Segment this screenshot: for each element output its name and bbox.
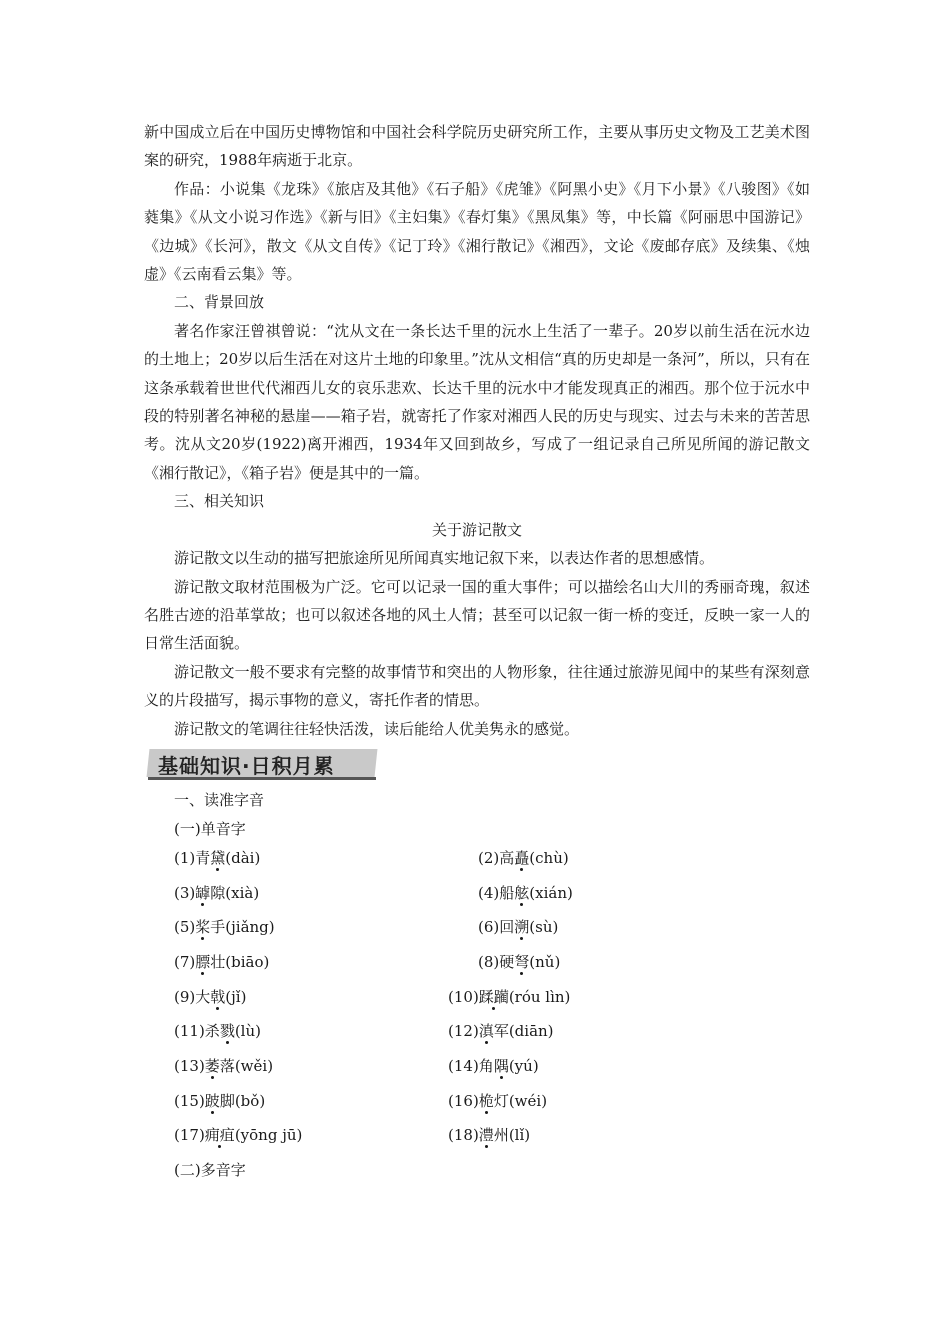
vocab-num: (17) — [174, 1126, 205, 1145]
vocab-dot: 罅 — [195, 883, 211, 902]
section3-title: 关于游记散文 — [431, 520, 522, 539]
bio-tail-paragraph: 新中国成立后在中国历史博物馆和中国社会科学院历史研究所工作，主要从事历史文物及工艺美术图案的研究，1988年病逝于北京。 — [144, 123, 810, 170]
vocab-num: (18) — [448, 1126, 479, 1145]
vocab-dot: 黛 — [210, 848, 226, 867]
section2-heading: 二、背景回放 — [174, 293, 265, 312]
section3-heading: 三、相关知识 — [174, 492, 265, 511]
vocab-pinyin: (xià) — [225, 883, 260, 902]
vocab-item — [448, 1052, 539, 1080]
vocab-pinyin: (jǐ) — [225, 987, 247, 1006]
vocab-pre: 青 — [195, 848, 211, 867]
vocab-pinyin: (biāo) — [225, 953, 270, 971]
vocab-item — [448, 1017, 554, 1045]
vocab-pre: 船 — [499, 883, 515, 902]
vocab-post: 州 — [493, 1126, 509, 1145]
vocab-num: (15) — [174, 1091, 205, 1110]
vocab-pinyin: (diān) — [508, 1022, 554, 1041]
vocab-dot: 澧 — [478, 1126, 494, 1145]
vocab-num: (14) — [448, 1057, 479, 1076]
vocab-row — [174, 1087, 814, 1122]
single-sound-heading: (一)单音字 — [174, 819, 246, 838]
vocab-item — [174, 913, 275, 941]
vocab-num: (16) — [448, 1091, 479, 1110]
vocab-item — [174, 844, 260, 872]
multi-sound-section — [144, 1156, 810, 1185]
vocab-item — [174, 983, 246, 1011]
vocab-pre: 杀 — [204, 1022, 220, 1041]
multi-sound-heading: (二)多音字 — [174, 1161, 246, 1180]
vocab-item — [174, 1052, 273, 1080]
vocab-num: (12) — [448, 1022, 479, 1041]
vocab-dot: 膘 — [195, 953, 211, 971]
section-banner — [144, 745, 378, 783]
vocab-row — [174, 1121, 814, 1156]
vocab-row — [174, 1052, 814, 1087]
vocab-post: 隙 — [210, 883, 226, 902]
vocab-pre: 硬 — [499, 953, 515, 971]
vocab-item — [174, 1121, 302, 1149]
vocab-row — [174, 948, 814, 983]
vocab-pre: 高 — [499, 848, 515, 867]
vocab-pre: 回 — [499, 918, 515, 937]
vocab-dot: 桨 — [195, 918, 211, 937]
vocab-row — [174, 913, 814, 948]
vocab-post: 手 — [210, 918, 226, 937]
vocab-dot: 舷 — [514, 883, 530, 902]
vocab-post: 壮 — [210, 953, 226, 971]
vocab-item — [174, 1017, 261, 1045]
vocab-num: (11) — [174, 1022, 205, 1041]
vocab-num: (2) — [478, 848, 500, 867]
vocab-item — [478, 913, 558, 941]
vocab-num: (10) — [448, 987, 479, 1006]
vocab-list — [174, 844, 814, 1156]
vocab-num: (1) — [174, 848, 196, 867]
page-content — [144, 118, 810, 1185]
vocab-dot: 滇 — [478, 1022, 494, 1041]
section2-paragraph: 著名作家汪曾祺曾说：“沈从文在一条长达千里的沅水上生活了一辈子。20岁以前生活在沅水边的土地上；20岁以后生活在对这片土地的印象里。”沈从文相信“真的历史却是一条河”，所以，只有在这条承载着世世代代湘西儿女的哀乐悲欢、长达千里的沅水中才能发现真正的湘西。那个位于沅水中段的特别著名神秘的悬崖——箱子岩，就寄托了作家对湘西人民的历史与现实、过去与未来的苦苦思考。沈从文20岁(1922)离开湘西，1934年又回到故乡，写成了一组记录自己所见所闻的游记散文《湘行散记》，《箱子岩》便是其中的一篇。 — [144, 321, 810, 482]
vocab-pinyin: (wěi) — [234, 1057, 274, 1076]
vocab-num: (9) — [174, 987, 196, 1006]
vocab-pre: 角 — [478, 1057, 494, 1076]
vocab-dot: 蹂躏 — [478, 987, 509, 1006]
vocab-item — [448, 1121, 530, 1149]
vocab-post: 脚 — [219, 1091, 235, 1110]
vocab-item — [448, 983, 570, 1011]
vocab-pinyin: (lù) — [234, 1022, 261, 1041]
vocab-dot: 隅 — [493, 1057, 509, 1076]
vocab-dot: 跛 — [204, 1091, 220, 1110]
vocab-num: (13) — [174, 1057, 205, 1076]
vocab-dot: 溯 — [514, 918, 530, 937]
vocab-pinyin: (yú) — [508, 1057, 539, 1076]
vocab-post: 灯 — [493, 1091, 509, 1110]
vocab-num: (7) — [174, 953, 196, 971]
vocab-dot: 萎 — [204, 1057, 220, 1076]
vocab-item — [174, 1087, 265, 1115]
vocab-item — [478, 948, 560, 976]
vocab-item — [478, 844, 569, 872]
vocab-pinyin: (yōng jū) — [234, 1126, 303, 1145]
vocab-post: 军 — [493, 1022, 509, 1041]
vocab-pinyin: (chù) — [529, 848, 569, 867]
vocab-dot: 戮 — [219, 1022, 235, 1041]
vocab-dot: 戟 — [210, 987, 226, 1006]
vocab-pinyin: (lǐ) — [508, 1126, 531, 1145]
vocab-dot: 弩 — [514, 953, 530, 971]
vocab-num: (5) — [174, 918, 196, 937]
section3-paragraph: 游记散文取材范围极为广泛。它可以记录一国的重大事件；可以描绘名山大川的秀丽奇瑰，叙述名胜古迹的沿革掌故；也可以叙述各地的风土人情；甚至可以记叙一街一桥的变迁，反映一家一人的日常生活面貌。 — [144, 577, 810, 653]
vocab-num: (6) — [478, 918, 500, 937]
section3-paragraph: 游记散文一般不要求有完整的故事情节和突出的人物形象，往往通过旅游见闻中的某些有深刻意义的片段描写，揭示事物的意义，寄托作者的情思。 — [144, 662, 810, 710]
vocab-dot: 矗 — [514, 848, 530, 867]
banner-title: 基础知识·日积月累 — [158, 753, 335, 778]
vocab-item — [174, 948, 269, 976]
vocab-row — [174, 983, 814, 1018]
vocab-num: (3) — [174, 883, 196, 902]
vocab-pinyin: (róu lìn) — [508, 987, 571, 1006]
vocab-row — [174, 1017, 814, 1052]
vocab-pre: 大 — [195, 987, 211, 1006]
vocab-dot: 痈疽 — [204, 1126, 235, 1145]
vocab-pinyin: (sù) — [529, 918, 559, 937]
vocab-item — [478, 879, 573, 907]
vocab-row — [174, 844, 814, 879]
vocab-pinyin: (xián) — [529, 883, 573, 902]
vocab-num: (4) — [478, 883, 500, 902]
vocab-pinyin: (wéi) — [508, 1091, 548, 1110]
vocab-pinyin: (nǔ) — [529, 953, 561, 971]
vocab-pinyin: (dài) — [225, 848, 261, 867]
section3-paragraph: 游记散文以生动的描写把旅途所见所闻真实地记叙下来，以表达作者的思想感情。 — [174, 549, 715, 568]
vocab-post: 落 — [219, 1057, 235, 1076]
vocab-item — [448, 1087, 547, 1115]
vocab-pinyin: (bǒ) — [234, 1091, 266, 1110]
vocab-pinyin: (jiǎng) — [225, 918, 275, 937]
vocab-dot: 桅 — [478, 1091, 494, 1110]
part1-heading: 一、读准字音 — [174, 790, 265, 809]
vocab-row — [174, 879, 814, 914]
works-paragraph: 作品：小说集《龙珠》《旅店及其他》《石子船》《虎雏》《阿黑小史》《月下小景》《八骏图》《如蕤集》《从文小说习作选》《新与旧》《主妇集》《春灯集》《黑凤集》等，中长篇《阿丽思中国游记》《边城》《长河》，散文《从文自传》《记丁玲》《湘行散记》《湘西》，文论《废邮存底》及续集、《烛虚》《云南看云集》等。 — [144, 179, 810, 284]
vocab-item — [174, 879, 259, 907]
vocab-num: (8) — [478, 953, 500, 971]
pronunciation-section — [144, 786, 810, 844]
section3-paragraph: 游记散文的笔调往往轻快活泼，读后能给人优美隽永的感觉。 — [174, 719, 580, 738]
